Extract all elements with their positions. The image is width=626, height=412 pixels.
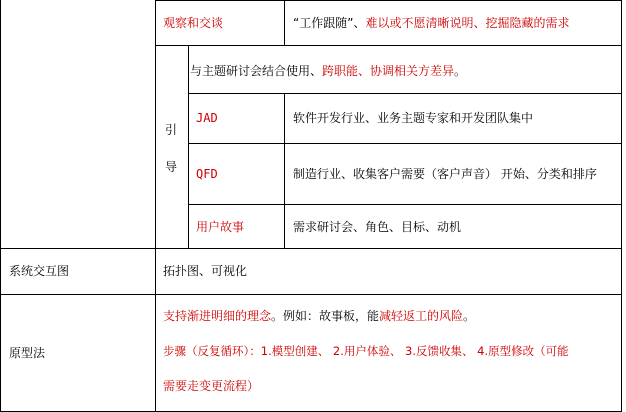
guide-intro-red: 跨职能、协调相关方差异	[322, 64, 455, 78]
row-divider	[188, 204, 622, 205]
table-border-top	[155, 0, 622, 1]
guide-intro	[190, 63, 466, 79]
method-desc-qfd: 制造行业、收集客户需要（客户声音） 开始、分类和排序	[293, 167, 597, 181]
guide-vertical-char-1: 引	[164, 123, 177, 137]
prototype-line1-red-b: 减轻返工的风险	[379, 309, 464, 323]
prototype-line1-red-a: 支持渐进明细的理念	[163, 309, 272, 323]
guide-intro-black: 与主题研讨会结合使用、	[190, 64, 323, 78]
column-divider	[188, 45, 189, 249]
prototype-line1-black: 。例如：故事板，能	[271, 309, 380, 323]
table-border-right	[621, 0, 622, 412]
row-divider	[0, 248, 622, 249]
prototype-line-2: 步骤（反复循环）：1.模型创建、 2.用户体验、 3.反馈收集、 4.原型修改（可能	[163, 344, 569, 358]
guide-intro-end: 。	[454, 64, 467, 78]
row-divider	[155, 45, 622, 46]
row-divider	[188, 143, 622, 144]
prototype-line1-end: 。	[463, 309, 476, 323]
observe-desc-red: 难以或不愿清晰说明、挖掘隐藏的需求	[365, 16, 570, 30]
column-divider	[284, 0, 285, 46]
prototype-line-1	[163, 308, 475, 324]
method-desc-user-story: 需求研讨会、角色、目标、动机	[293, 220, 462, 234]
method-name-user-story: 用户故事	[196, 220, 245, 234]
row-divider	[0, 294, 622, 295]
column-divider	[284, 93, 285, 249]
observe-label: 观察和交谈	[163, 16, 224, 30]
prototype-line-3: 需要走变更流程）	[163, 379, 260, 393]
table-border-left	[0, 0, 1, 412]
method-desc-jad: 软件开发行业、业务主题专家和开发团队集中	[293, 111, 534, 125]
column-divider	[155, 0, 156, 412]
system-label: 系统交互图	[9, 264, 70, 278]
prototype-label: 原型法	[9, 346, 46, 360]
row-divider	[188, 93, 622, 94]
observe-description	[293, 15, 569, 31]
guide-vertical-char-2: 导	[164, 160, 177, 174]
observe-desc-black: “工作跟随”、	[293, 16, 366, 30]
method-name-jad: JAD	[196, 111, 218, 125]
method-name-qfd: QFD	[196, 167, 218, 181]
system-description: 拓扑图、可视化	[163, 264, 248, 278]
